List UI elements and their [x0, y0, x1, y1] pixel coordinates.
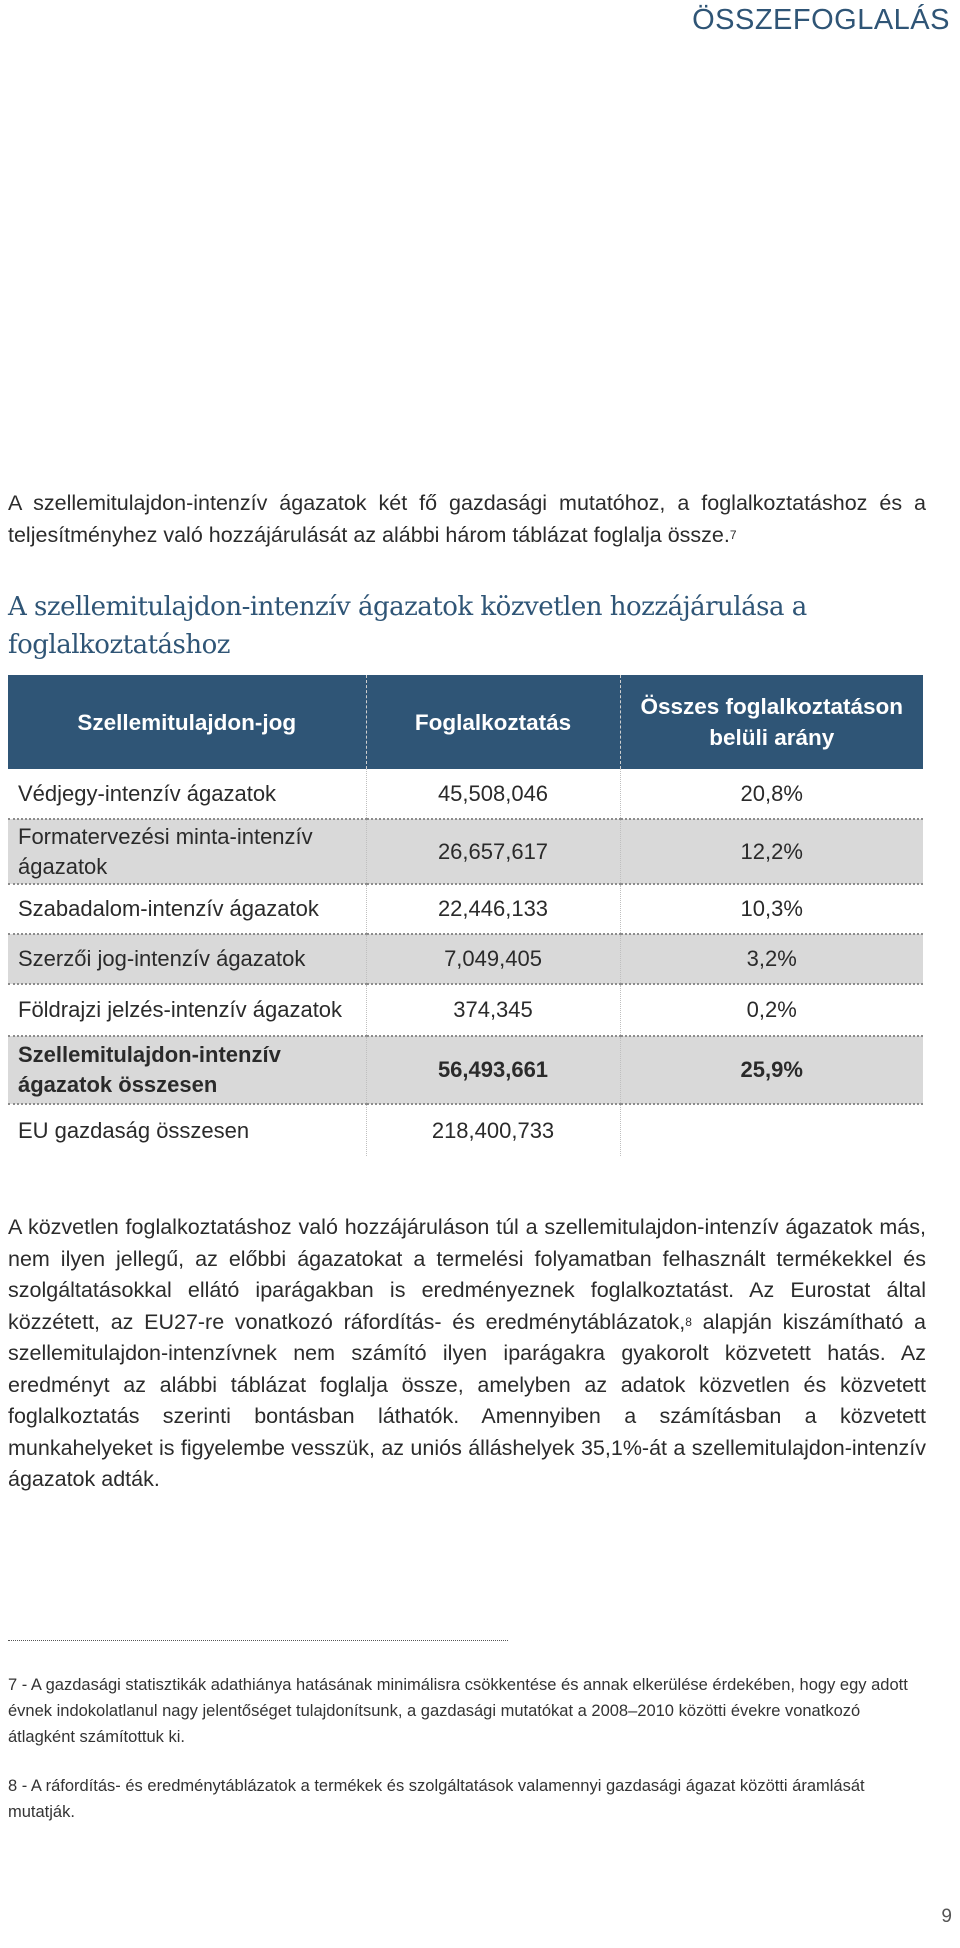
table-header-row: [8, 675, 923, 769]
row-share: 20,8%: [620, 769, 923, 819]
row-share: 0,2%: [620, 984, 923, 1036]
row-employment: 56,493,661: [366, 1036, 620, 1104]
row-employment: 7,049,405: [366, 934, 620, 984]
row-employment: 374,345: [366, 984, 620, 1036]
row-label: Védjegy-intenzív ágazatok: [8, 769, 366, 819]
row-label: Szabadalom-intenzív ágazatok: [8, 884, 366, 934]
table-row: [8, 984, 923, 1036]
row-label: EU gazdaság összesen: [8, 1104, 366, 1156]
footnote-divider: [8, 1640, 508, 1641]
row-employment: 45,508,046: [366, 769, 620, 819]
row-share: 12,2%: [620, 819, 923, 884]
table-row-eu-total: [8, 1104, 923, 1156]
row-label: Földrajzi jelzés-intenzív ágazatok: [8, 984, 366, 1036]
table-row: [8, 934, 923, 984]
footnote-ref-8[interactable]: 8: [685, 1314, 692, 1329]
row-employment: 22,446,133: [366, 884, 620, 934]
employment-table: [8, 675, 923, 1156]
section-title: ÖSSZEFOGLALÁS: [692, 4, 950, 36]
table-row: [8, 884, 923, 934]
page-number: 9: [941, 1906, 952, 1927]
row-share: [620, 1104, 923, 1156]
intro-paragraph: [8, 488, 926, 551]
footnote-8: 8 - A ráfordítás- és eredménytáblázatok a termékek és szolgáltatások valamennyi gazdasági ágazat közötti áramlását mutatják.: [8, 1777, 865, 1821]
row-employment: 218,400,733: [366, 1104, 620, 1156]
row-share: 10,3%: [620, 884, 923, 934]
body-paragraph: [8, 1212, 926, 1496]
footnote-ref-7[interactable]: 7: [729, 527, 737, 542]
column-header-ip-right: Szellemitulajdon-jog: [8, 675, 366, 769]
row-label: Szerzői jog-intenzív ágazatok: [8, 934, 366, 984]
body-text-part2: alapján kiszámítható a szellemitulajdon-intenzívnek nem számító ilyen iparágakra gyakorolt közvetett hatás. Az eredményt az alábbi táblázat foglalja össze, amelyben az adatok közvetlen és közvetett foglalkoztatás szerinti bontásban láthatók. Amennyiben a számításban a közvetett munkahelyeket is figyelembe vesszük, az uniós álláshelyek 35,1%-át a szellemitulajdon-intenzív ágazatok adták.: [8, 1309, 927, 1491]
row-employment: 26,657,617: [366, 819, 620, 884]
table-row: [8, 819, 923, 884]
table-title: A szellemitulajdon-intenzív ágazatok közvetlen hozzájárulása a foglalkoztatáshoz: [8, 592, 807, 660]
column-header-employment: Foglalkoztatás: [366, 675, 620, 769]
footnote-7: 7 - A gazdasági statisztikák adathiánya hatásának minimálisra csökkentése és annak elkerülése érdekében, hogy egy adott évnek indokolatlanul nagy jelentőséget tulajdonítsunk, a gazdasági mutatókat a 2008–2010 közötti évekre vonatkozó átlagként számítottuk ki.: [8, 1676, 908, 1746]
table-row-total: [8, 1036, 923, 1104]
row-label: Szellemitulajdon-intenzív ágazatok összesen: [8, 1036, 366, 1104]
body-text-part1: A közvetlen foglalkoztatáshoz való hozzájáruláson túl a szellemitulajdon-intenzív ágazatok más, nem ilyen jellegű, az előbbi ágazatokat a termelési folyamatban felhasznált termékekkel és szolgáltatásokkal ellátó iparágakban is eredményeznek foglalkoztatást. Az Eurostat által közzétett, az EU27-re vonatkozó ráfordítás- és eredménytáblázatok,: [8, 1215, 926, 1334]
row-label: Formatervezési minta-intenzív ágazatok: [8, 819, 366, 884]
row-share: 3,2%: [620, 934, 923, 984]
table-row: [8, 769, 923, 819]
intro-text: A szellemitulajdon-intenzív ágazatok két fő gazdasági mutatóhoz, a foglalkoztatáshoz és a teljesítményhez való hozzájárulását az alábbi három táblázat foglalja össze.: [8, 491, 926, 547]
column-header-share: Összes foglalkoztatáson belüli arány: [620, 675, 923, 769]
row-share: 25,9%: [620, 1036, 923, 1104]
